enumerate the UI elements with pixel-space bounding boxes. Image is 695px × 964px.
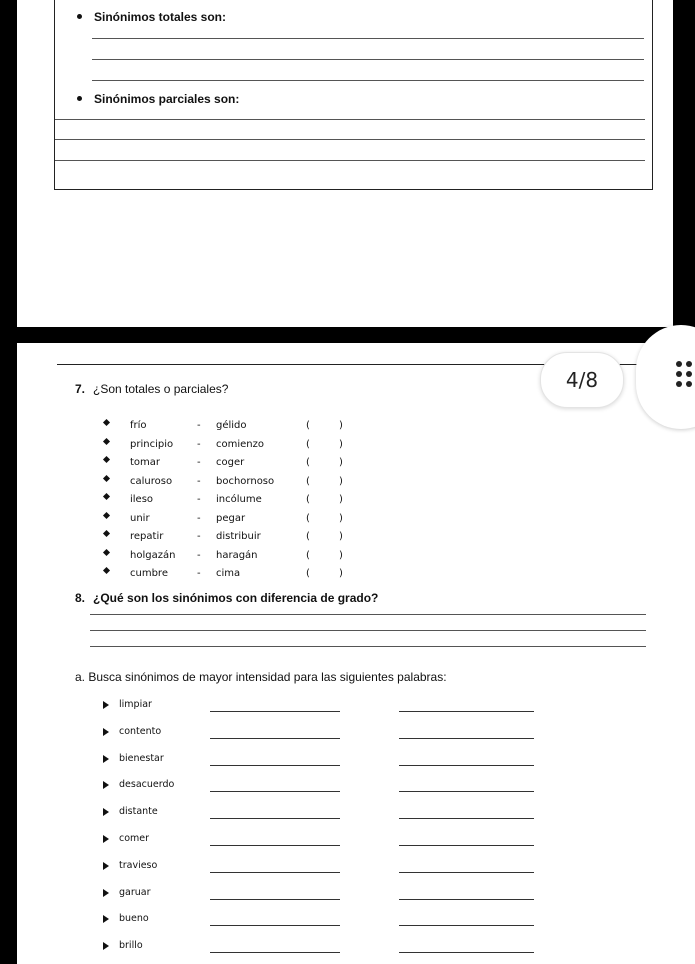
answer-blank[interactable] bbox=[313, 513, 333, 525]
answer-blank[interactable] bbox=[313, 476, 333, 488]
answer-blank-1[interactable] bbox=[210, 711, 340, 712]
answer-blank-1[interactable] bbox=[210, 872, 340, 873]
triangle-bullet-icon bbox=[103, 781, 109, 789]
menu-dot-icon bbox=[676, 361, 682, 367]
word-b: haragán bbox=[216, 549, 258, 561]
answer-blank-1[interactable] bbox=[210, 899, 340, 900]
answer-blank-1[interactable] bbox=[210, 738, 340, 739]
paren-close: ) bbox=[339, 494, 343, 505]
diamond-bullet-icon bbox=[103, 567, 110, 574]
synonym-pair-row bbox=[17, 494, 617, 508]
paren-close: ) bbox=[339, 568, 343, 579]
answer-blank-2[interactable] bbox=[399, 711, 534, 712]
answer-line bbox=[90, 646, 646, 647]
paren-open: ( bbox=[306, 549, 310, 561]
word-a: ileso bbox=[130, 494, 154, 505]
diamond-bullet-icon bbox=[103, 474, 110, 481]
word: brillo bbox=[119, 940, 143, 952]
diamond-bullet-icon bbox=[103, 530, 110, 537]
question-a: a. Busca sinónimos de mayor intensidad para las siguientes palabras: bbox=[75, 670, 447, 684]
dash: - bbox=[197, 457, 201, 468]
synonym-pair-row bbox=[17, 550, 617, 564]
paren-open: ( bbox=[306, 568, 310, 579]
triangle-bullet-icon bbox=[103, 701, 109, 709]
intensity-word-row bbox=[17, 699, 617, 715]
word-a: tomar bbox=[130, 457, 161, 468]
dash: - bbox=[197, 531, 201, 542]
dash: - bbox=[197, 494, 201, 505]
menu-dot-icon bbox=[676, 371, 682, 377]
intensity-word-row bbox=[17, 779, 617, 795]
question-8: 8. ¿Qué son los sinónimos con diferencia de grado? bbox=[75, 591, 379, 605]
diamond-bullet-icon bbox=[103, 493, 110, 500]
menu-dot-icon bbox=[686, 361, 692, 367]
intensity-word-row bbox=[17, 913, 617, 929]
paren-open: ( bbox=[306, 531, 310, 542]
word-a: caluroso bbox=[130, 475, 173, 487]
dash: - bbox=[197, 475, 201, 487]
triangle-bullet-icon bbox=[103, 942, 109, 950]
word: desacuerdo bbox=[119, 779, 175, 791]
diamond-bullet-icon bbox=[103, 456, 110, 463]
answer-blank[interactable] bbox=[313, 420, 333, 432]
page-counter-badge: 4/8 bbox=[540, 352, 624, 408]
diamond-bullet-icon bbox=[103, 437, 110, 444]
answer-line bbox=[92, 80, 644, 81]
synonym-pair-row bbox=[17, 531, 617, 545]
triangle-bullet-icon bbox=[103, 755, 109, 763]
word: contento bbox=[119, 725, 162, 737]
paren-open: ( bbox=[306, 420, 310, 431]
diamond-bullet-icon bbox=[103, 548, 110, 555]
synonym-pair-row bbox=[17, 513, 617, 527]
answer-blank-1[interactable] bbox=[210, 765, 340, 766]
answer-blank[interactable] bbox=[313, 494, 333, 506]
answer-blank-2[interactable] bbox=[399, 925, 534, 926]
paren-open: ( bbox=[306, 494, 310, 505]
intensity-word-row bbox=[17, 753, 617, 769]
paren-close: ) bbox=[339, 438, 343, 450]
word-b: pegar bbox=[216, 512, 246, 524]
answer-blank-1[interactable] bbox=[210, 791, 340, 792]
menu-dot-icon bbox=[686, 381, 692, 387]
word-b: incólume bbox=[216, 494, 262, 505]
word-a: repatir bbox=[130, 531, 164, 542]
intensity-word-row bbox=[17, 833, 617, 849]
worksheet-page-bottom bbox=[17, 343, 695, 964]
triangle-bullet-icon bbox=[103, 915, 109, 923]
word-b: comienzo bbox=[216, 438, 264, 450]
word: limpiar bbox=[119, 699, 152, 710]
word: garuar bbox=[119, 886, 151, 898]
intensity-word-row bbox=[17, 887, 617, 903]
answer-blank-2[interactable] bbox=[399, 738, 534, 739]
answer-blank-2[interactable] bbox=[399, 845, 534, 846]
totales-heading: Sinónimos totales son: bbox=[77, 10, 226, 24]
answer-blank-2[interactable] bbox=[399, 818, 534, 819]
answer-line bbox=[55, 160, 645, 161]
word: bueno bbox=[119, 913, 149, 925]
answer-line bbox=[55, 139, 645, 140]
word-b: cima bbox=[216, 568, 241, 579]
synonym-pair-row bbox=[17, 457, 617, 471]
menu-dot-icon bbox=[676, 381, 682, 387]
synonym-pair-row bbox=[17, 420, 617, 434]
answer-blank-2[interactable] bbox=[399, 952, 534, 953]
parciales-heading: Sinónimos parciales son: bbox=[77, 92, 239, 106]
answer-blank[interactable] bbox=[313, 550, 333, 562]
menu-dot-icon bbox=[686, 371, 692, 377]
answer-blank-1[interactable] bbox=[210, 952, 340, 953]
diamond-bullet-icon bbox=[103, 511, 110, 518]
word: bienestar bbox=[119, 752, 164, 764]
paren-open: ( bbox=[306, 438, 310, 450]
word-b: bochornoso bbox=[216, 475, 275, 487]
synonym-pair-row bbox=[17, 568, 617, 582]
synonym-pair-row bbox=[17, 439, 617, 453]
answer-blank-2[interactable] bbox=[399, 899, 534, 900]
answer-blank-1[interactable] bbox=[210, 818, 340, 819]
dash: - bbox=[197, 438, 201, 450]
answer-line bbox=[90, 630, 646, 631]
answer-line bbox=[90, 614, 646, 615]
paren-open: ( bbox=[306, 475, 310, 487]
paren-close: ) bbox=[339, 512, 343, 524]
worksheet-page-top bbox=[17, 0, 673, 327]
answer-blank-2[interactable] bbox=[399, 765, 534, 766]
word-a: cumbre bbox=[130, 568, 168, 579]
triangle-bullet-icon bbox=[103, 889, 109, 897]
triangle-bullet-icon bbox=[103, 835, 109, 843]
answer-blank[interactable] bbox=[313, 439, 333, 451]
intensity-word-row bbox=[17, 860, 617, 876]
triangle-bullet-icon bbox=[103, 728, 109, 736]
intensity-word-row bbox=[17, 726, 617, 742]
answer-line bbox=[92, 38, 644, 39]
bullet-icon bbox=[77, 96, 82, 101]
answer-line bbox=[55, 119, 645, 120]
word-b: coger bbox=[216, 457, 245, 468]
word-a: unir bbox=[130, 512, 150, 524]
paren-close: ) bbox=[339, 420, 343, 431]
answer-blank[interactable] bbox=[313, 531, 333, 543]
paren-close: ) bbox=[339, 457, 343, 468]
paren-close: ) bbox=[339, 549, 343, 561]
bullet-icon bbox=[77, 14, 82, 19]
synonym-pair-row bbox=[17, 476, 617, 490]
word-a: principio bbox=[130, 438, 174, 450]
word-a: holgazán bbox=[130, 549, 176, 561]
paren-close: ) bbox=[339, 475, 343, 487]
triangle-bullet-icon bbox=[103, 862, 109, 870]
dash: - bbox=[197, 512, 201, 524]
word: comer bbox=[119, 833, 150, 844]
answer-blank-2[interactable] bbox=[399, 791, 534, 792]
triangle-bullet-icon bbox=[103, 808, 109, 816]
paren-open: ( bbox=[306, 457, 310, 468]
answer-blank-1[interactable] bbox=[210, 925, 340, 926]
paren-close: ) bbox=[339, 531, 343, 542]
word: travieso bbox=[119, 859, 158, 871]
intensity-word-row bbox=[17, 806, 617, 822]
paren-open: ( bbox=[306, 512, 310, 524]
diamond-bullet-icon bbox=[103, 419, 110, 426]
dash: - bbox=[197, 420, 201, 431]
intensity-word-row bbox=[17, 940, 617, 956]
dash: - bbox=[197, 549, 201, 561]
word-a: frío bbox=[130, 420, 147, 431]
word-b: distribuir bbox=[216, 531, 261, 542]
word-b: gélido bbox=[216, 420, 247, 431]
answer-blank[interactable] bbox=[313, 568, 333, 580]
answer-blank-1[interactable] bbox=[210, 845, 340, 846]
answer-blank-2[interactable] bbox=[399, 872, 534, 873]
question-7: 7. ¿Son totales o parciales? bbox=[75, 382, 229, 396]
word: distante bbox=[119, 806, 158, 818]
answer-blank[interactable] bbox=[313, 457, 333, 469]
dash: - bbox=[197, 568, 201, 579]
answer-line bbox=[92, 59, 644, 60]
